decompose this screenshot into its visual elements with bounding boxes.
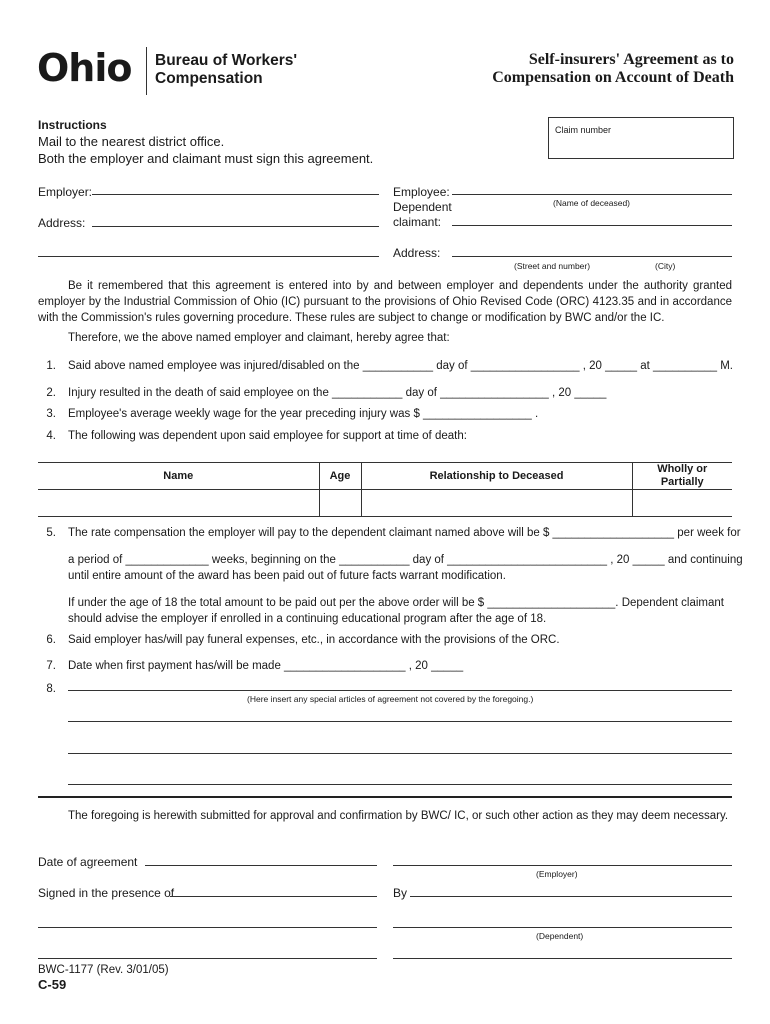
item-6-text: Said employer has/will pay funeral expenses, etc., in accordance with the provisions of the ORC. <box>68 634 560 646</box>
instructions-line2: Both the employer and claimant must sign this agreement. <box>38 151 374 166</box>
dependents-table <box>38 462 732 517</box>
employee-label: Employee: <box>393 185 450 199</box>
dependent-caption: (Dependent) <box>536 931 584 941</box>
item-8-number: 8. <box>46 683 56 695</box>
address-field-left-2[interactable] <box>38 256 379 257</box>
witness-field-3[interactable] <box>38 958 377 959</box>
instructions-heading: Instructions <box>38 118 107 132</box>
dependent-signature-line[interactable] <box>393 927 732 928</box>
item-6-number: 6. <box>46 634 56 646</box>
by-label: By <box>393 886 408 900</box>
item-8-field-4[interactable] <box>68 784 732 785</box>
ohio-logo: Ohio <box>37 46 132 90</box>
form-number: BWC-1177 (Rev. 3/01/05) <box>38 964 169 976</box>
item-2-number: 2. <box>46 387 56 399</box>
instructions-line1: Mail to the nearest district office. <box>38 134 225 149</box>
therefore-line: Therefore, we the above named employer and claimant, hereby agree that: <box>68 332 450 344</box>
witness-field-2[interactable] <box>38 927 377 928</box>
column-header-relationship: Relationship to Deceased <box>361 463 632 490</box>
section-divider <box>38 796 732 798</box>
address-field-right[interactable] <box>452 256 732 257</box>
item-8-field-2[interactable] <box>68 721 732 722</box>
address-field-left-1[interactable] <box>92 226 379 227</box>
street-caption: (Street and number) <box>514 261 591 271</box>
claim-number-box[interactable] <box>548 117 734 159</box>
item-8-field-1[interactable] <box>68 690 732 691</box>
item-3-number: 3. <box>46 408 56 420</box>
column-header-wholly-partially: Wholly or Partially <box>632 463 732 490</box>
item-1-number: 1. <box>46 360 56 372</box>
form-title-line2: Compensation on Account of Death <box>492 69 734 86</box>
bureau-name-line1: Bureau of Workers' <box>155 52 298 69</box>
item-4-text: The following was dependent upon said employee for support at time of death: <box>68 430 467 442</box>
item-5-line5: should advise the employer if enrolled in a continuing educational program after the age of 18. <box>68 613 547 625</box>
bureau-name-line2: Compensation <box>155 70 263 87</box>
employer-label: Employer: <box>38 185 93 199</box>
signed-in-presence-label: Signed in the presence of <box>38 886 175 900</box>
item-5-line4[interactable]: If under the age of 18 the total amount to be paid out per the above order will be $ ____________________. Dependent claimant <box>68 597 724 609</box>
item-7-text[interactable]: Date when first payment has/will be made ___________________ , 20 _____ <box>68 660 464 672</box>
address-label-left: Address: <box>38 216 86 230</box>
column-header-age: Age <box>319 463 361 490</box>
table-header-row <box>38 463 732 490</box>
item-5-number: 5. <box>46 527 56 539</box>
item-2-text[interactable]: Injury resulted in the death of said employee on the ___________ day of _________________ , 20 _____ <box>68 387 607 399</box>
claimant-label: claimant: <box>393 215 442 229</box>
cell-name[interactable] <box>38 490 319 517</box>
cell-wholly-partially[interactable] <box>632 490 732 517</box>
dependent-claimant-field[interactable] <box>452 225 732 226</box>
intro-paragraph: Be it remembered that this agreement is entered into by and between employer and dependents under the authority granted employer by the Industrial Commission of Ohio (IC) pursuant to the provisions of Ohio Revised Code (ORC) 4123.35 and in accordance with the Commission's rules governing procedure. These rules are subject to change or modification by BWC and/or the IC. <box>38 280 732 324</box>
claim-number-label: Claim number <box>555 125 612 135</box>
item-5-line3: until entire amount of the award has been paid out of future facts warrant modification. <box>68 570 506 582</box>
dependent-signature-line-2[interactable] <box>393 958 732 959</box>
date-of-agreement-field[interactable] <box>145 865 377 866</box>
name-of-deceased-caption: (Name of deceased) <box>553 198 631 208</box>
item-1-text[interactable]: Said above named employee was injured/disabled on the ___________ day of _________________ , 20 _____ at __________ M. <box>68 360 733 372</box>
table-row <box>38 490 732 517</box>
item-5-line1[interactable]: The rate compensation the employer will pay to the dependent claimant named above will be $ ___________________ per week for <box>68 527 741 539</box>
cell-age[interactable] <box>319 490 361 517</box>
logo-divider <box>146 47 147 95</box>
dependent-label: Dependent <box>393 200 452 214</box>
item-8-field-3[interactable] <box>68 753 732 754</box>
city-caption: (City) <box>655 261 676 271</box>
item-5-line2[interactable]: a period of _____________ weeks, beginning on the ___________ day of _________________________ , 20 _____ and continuing <box>68 554 743 566</box>
submitted-statement: The foregoing is herewith submitted for approval and confirmation by BWC/ IC, or such other action as they may deem necessary. <box>68 810 729 822</box>
date-of-agreement-label: Date of agreement <box>38 855 138 869</box>
form-code: C-59 <box>38 977 67 992</box>
employer-caption: (Employer) <box>536 869 578 879</box>
form-title-line1: Self-insurers' Agreement as to <box>528 51 734 68</box>
cell-relationship[interactable] <box>361 490 632 517</box>
item-8-caption: (Here insert any special articles of agreement not covered by the foregoing.) <box>247 694 534 704</box>
item-4-number: 4. <box>46 430 56 442</box>
witness-field-1[interactable] <box>170 896 377 897</box>
address-label-right: Address: <box>393 246 441 260</box>
employer-signature-line[interactable] <box>393 865 732 866</box>
employee-field[interactable] <box>452 194 732 195</box>
item-3-text[interactable]: Employee's average weekly wage for the year preceding injury was $ _________________ . <box>68 408 539 420</box>
by-signature-line[interactable] <box>410 896 732 897</box>
column-header-name: Name <box>163 470 194 482</box>
item-7-number: 7. <box>46 660 56 672</box>
employer-field[interactable] <box>92 194 379 195</box>
